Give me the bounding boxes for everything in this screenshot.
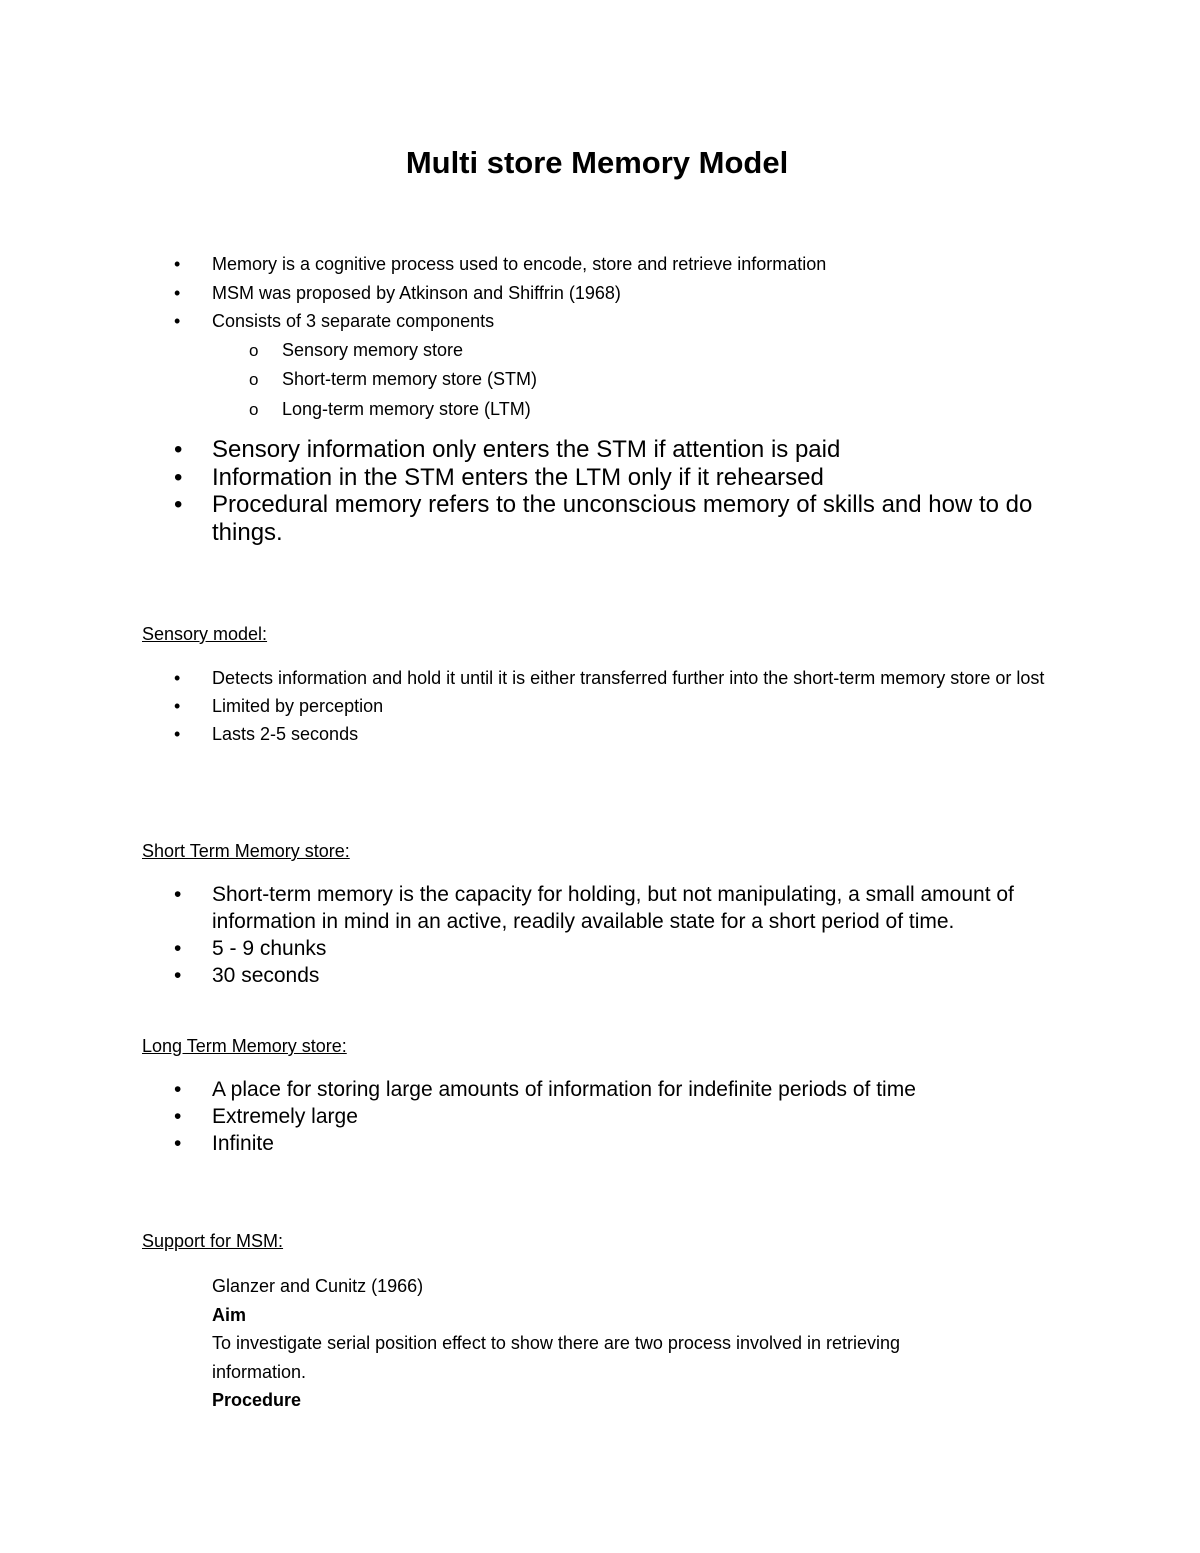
procedure-label: Procedure	[212, 1390, 302, 1410]
list-item: • Consists of 3 separate components	[212, 307, 1112, 336]
sensory-list	[212, 664, 1062, 748]
sub-list-item: o Sensory memory store	[282, 336, 1112, 366]
list-item: • 5 - 9 chunks	[212, 935, 1072, 962]
list-item: • A place for storing large amounts of information for indefinite periods of time	[212, 1076, 1092, 1103]
list-item: • Lasts 2-5 seconds	[212, 720, 1062, 748]
intro-list	[212, 250, 1112, 424]
page-title: Multi store Memory Model	[405, 145, 789, 180]
sub-list-item: o Short-term memory store (STM)	[282, 365, 1112, 395]
list-item: • Detects information and hold it until it is either transferred further into the short-term memory store or lost	[212, 664, 1062, 692]
list-item: • Sensory information only enters the STM if attention is paid	[212, 436, 1072, 464]
study-citation: Glanzer and Cunitz (1966)	[212, 1276, 424, 1296]
support-section	[212, 1272, 932, 1415]
aim-text: To investigate serial position effect to show there are two process involved in retrieving information.	[212, 1333, 901, 1382]
list-item: • Information in the STM enters the LTM only if it rehearsed	[212, 464, 1072, 492]
ltm-list	[212, 1076, 1092, 1157]
list-item: • MSM was proposed by Atkinson and Shiffrin (1968)	[212, 279, 1112, 308]
support-heading: Support for MSM:	[142, 1231, 284, 1251]
list-item: • 30 seconds	[212, 962, 1072, 989]
list-item: • Extremely large	[212, 1103, 1092, 1130]
list-item: • Short-term memory is the capacity for holding, but not manipulating, a small amount of information in mind in an active, readily available state for a short period of time.	[212, 881, 1072, 935]
stm-list	[212, 881, 1072, 989]
list-item: • Procedural memory refers to the unconscious memory of skills and how to do things.	[212, 491, 1072, 546]
sub-list-item: o Long-term memory store (LTM)	[282, 395, 1112, 425]
list-item: • Limited by perception	[212, 692, 1062, 720]
ltm-heading: Long Term Memory store:	[142, 1036, 347, 1056]
sensory-heading: Sensory model:	[142, 624, 268, 644]
key-points-list	[212, 436, 1072, 546]
list-item: • Infinite	[212, 1130, 1092, 1157]
list-item: • Memory is a cognitive process used to encode, store and retrieve information	[212, 250, 1112, 279]
stm-heading: Short Term Memory store:	[142, 841, 350, 861]
aim-label: Aim	[212, 1304, 247, 1325]
